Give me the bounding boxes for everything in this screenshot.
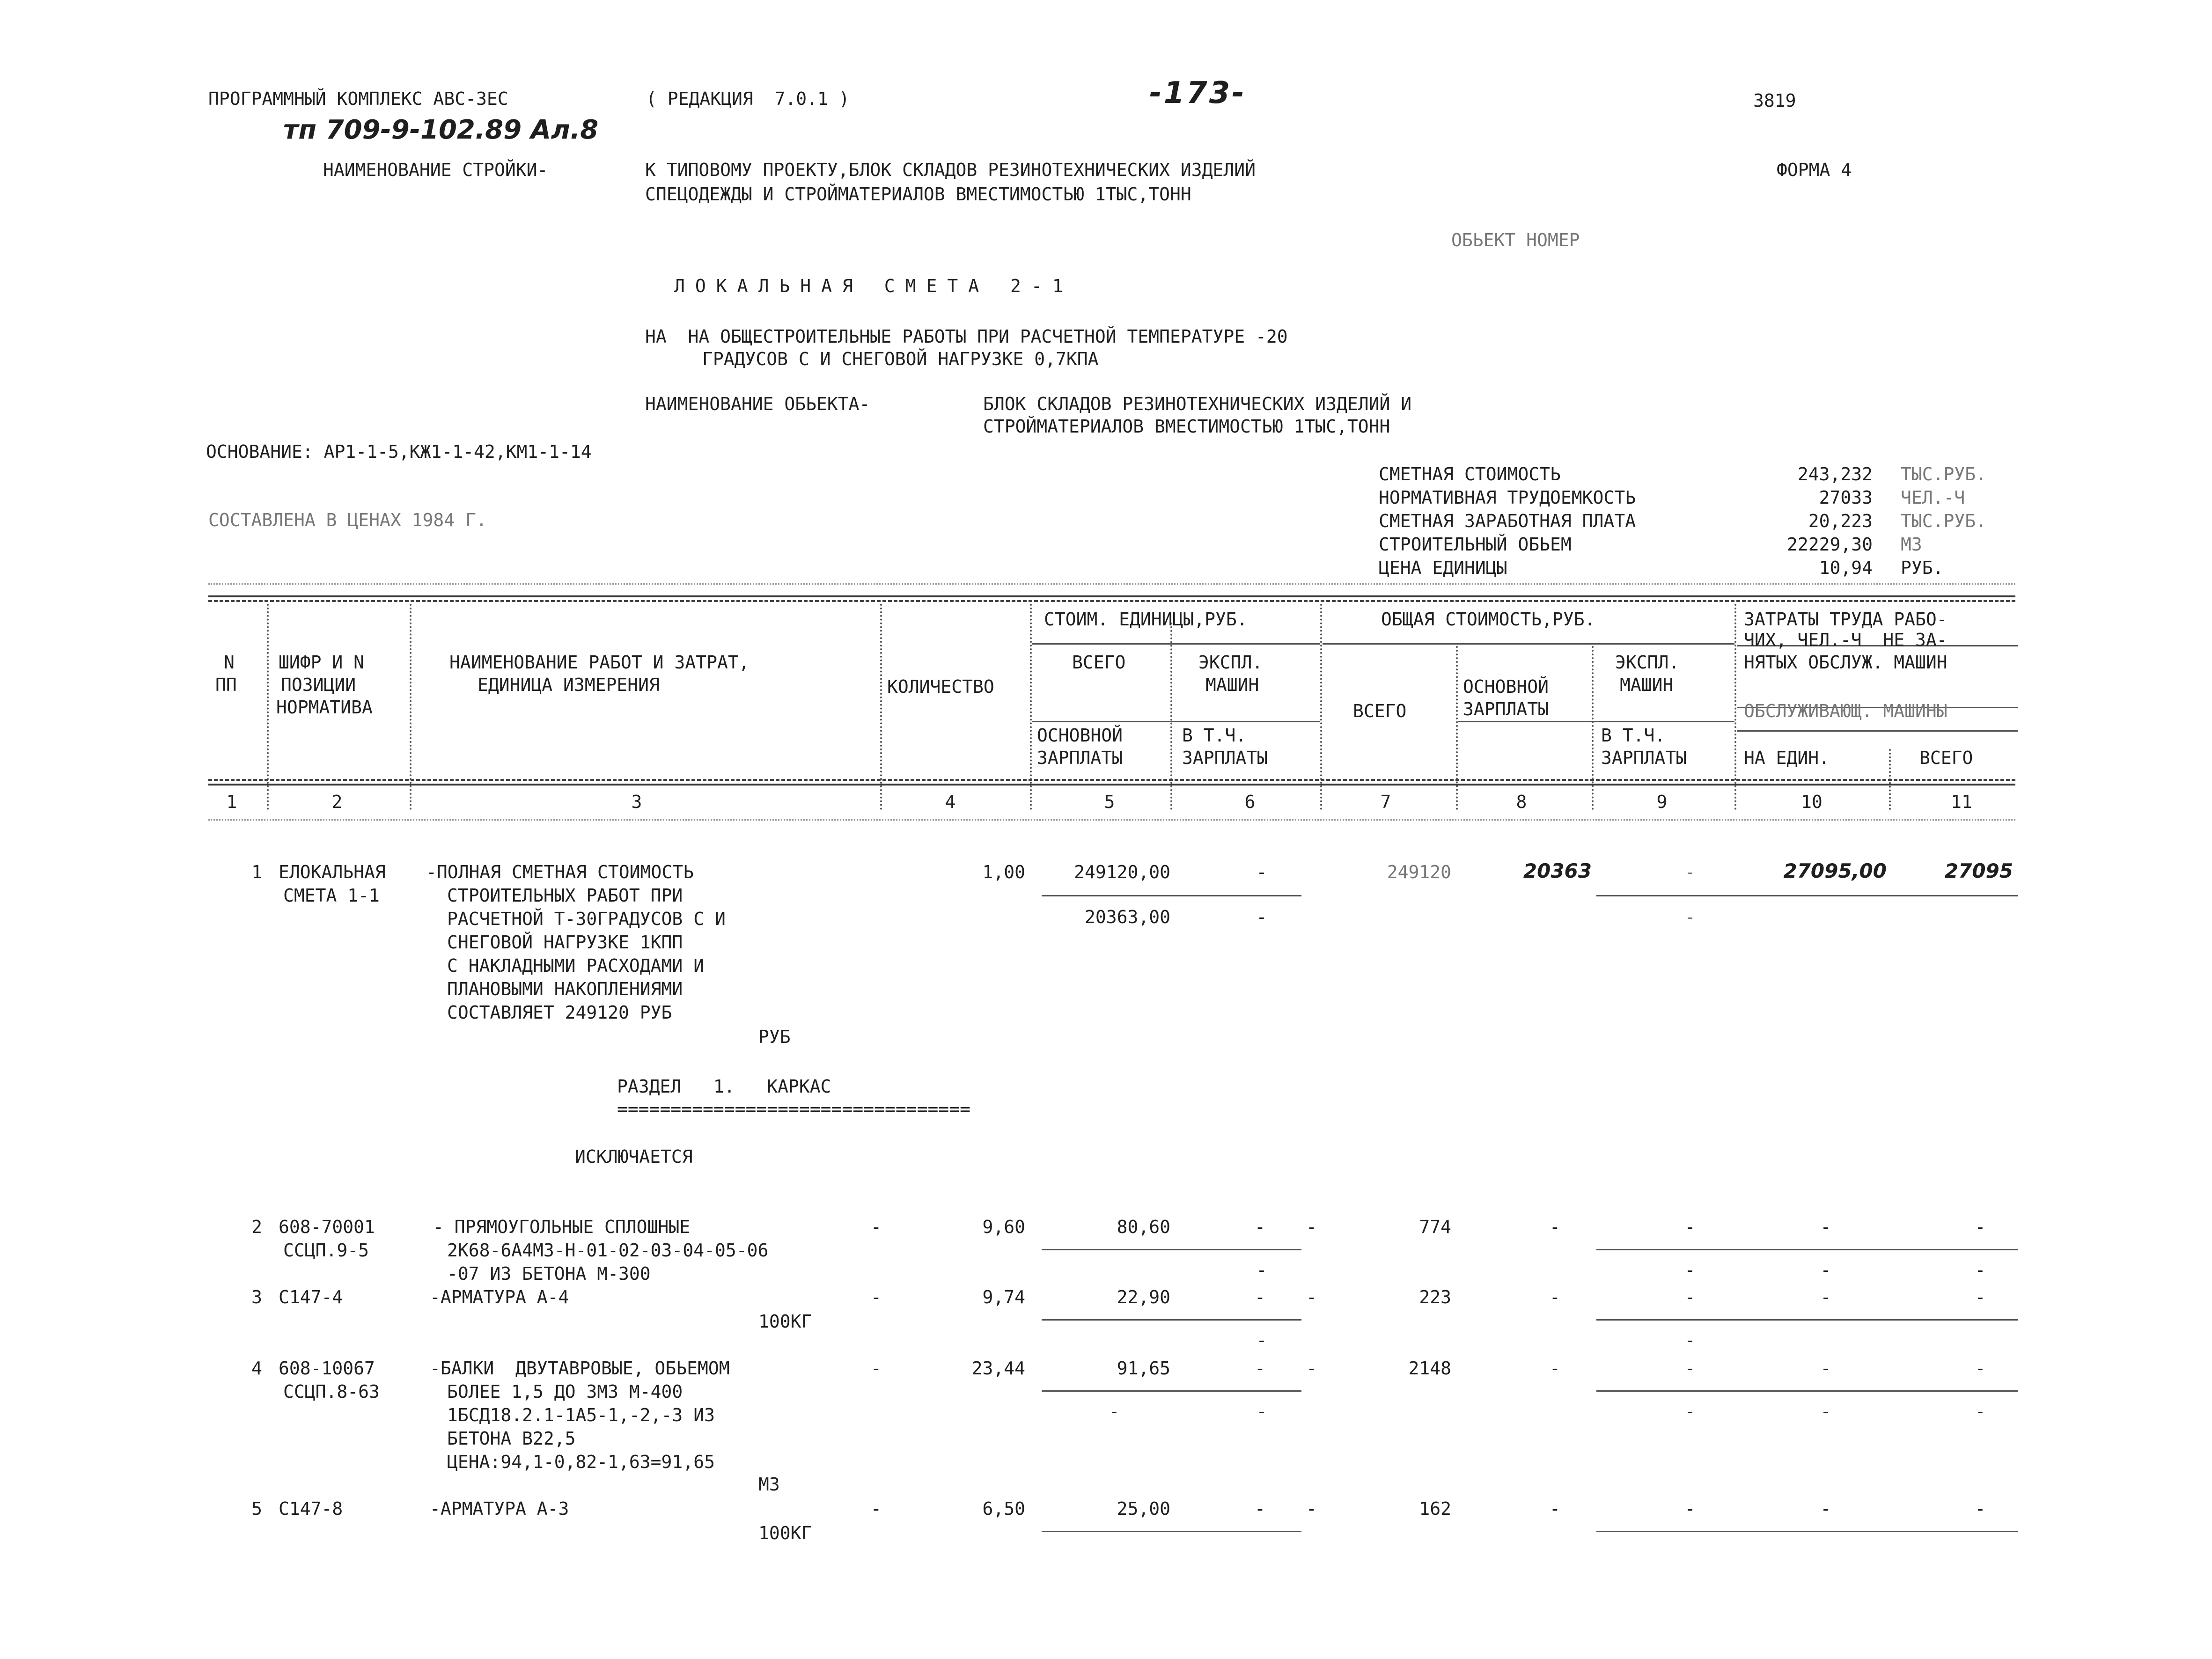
row-name: -07 ИЗ БЕТОНА М-300 [447, 1263, 651, 1284]
row-dash: - [1306, 1287, 1317, 1307]
row-quantity: 9,74 [982, 1287, 1025, 1307]
row-dash: - [1255, 1498, 1265, 1519]
row-rule [1042, 1319, 1301, 1321]
dotted-separator [208, 583, 2015, 585]
row-unit: 100КГ [758, 1311, 812, 1332]
row-dash: - [1820, 1260, 1831, 1280]
row-code: С147-4 [279, 1287, 343, 1307]
row-dash: - [1684, 1287, 1696, 1307]
row-dash: - [1975, 1401, 1986, 1422]
row-name: БОЛЕЕ 1,5 ДО 3М3 М-400 [447, 1381, 683, 1402]
summary-value: 27033 [1819, 487, 1873, 508]
header-unit-total: ВСЕГО [1072, 652, 1126, 673]
row-dash: - [1820, 1358, 1831, 1379]
estimate-title: ЛОКАЛЬНАЯ СМЕТА 2-1 [674, 276, 1073, 296]
header-code: ПОЗИЦИИ [281, 675, 356, 695]
row-code: СМЕТА 1-1 [283, 885, 380, 906]
col-number: 9 [1656, 792, 1668, 812]
row-dash: - [1306, 1498, 1317, 1519]
row-total: 249120 [1387, 862, 1451, 882]
row-unit-total: 249120,00 [1074, 862, 1170, 882]
row-name: С НАКЛАДНЫМИ РАСХОДАМИ И [447, 955, 705, 976]
col-sep [1170, 623, 1172, 810]
works-line1: НА НА ОБЩЕСТРОИТЕЛЬНЫЕ РАБОТЫ ПРИ РАСЧЕТНОЙ ТЕМПЕРАТУРЕ -20 [645, 326, 1288, 347]
row-unit-salary: 20363,00 [1084, 907, 1170, 927]
row-quantity: 1,00 [982, 862, 1025, 882]
row-code: ССЦП.9-5 [283, 1240, 369, 1261]
row-dash: - [1684, 1330, 1696, 1351]
header-labor: ЗАТРАТЫ ТРУДА РАБО- [1744, 609, 1947, 630]
col-number: 7 [1380, 792, 1391, 812]
row-name: - ПРЯМОУГОЛЬНЫЕ СПЛОШНЫЕ [433, 1217, 691, 1237]
object-number-label: ОБЬЕКТ НОМЕР [1451, 230, 1580, 250]
group-rule [1032, 643, 1320, 645]
row-total: 223 [1419, 1287, 1451, 1307]
row-total: 2148 [1408, 1358, 1451, 1379]
summary-value: 10,94 [1819, 558, 1873, 578]
row-dash: - [1684, 1217, 1696, 1237]
summary-label: НОРМАТИВНАЯ ТРУДОЕМКОСТЬ [1379, 487, 1636, 508]
row-dash: - [1684, 1401, 1696, 1422]
row-rule [1596, 1531, 2018, 1532]
header-labor-unit: НА ЕДИН. [1744, 748, 1830, 768]
header-total-machine: МАШИН [1620, 675, 1674, 695]
row-dash: - [1820, 1498, 1831, 1519]
summary-unit: М3 [1901, 534, 1922, 555]
row-dash: - [1255, 1217, 1265, 1237]
row-dash: - [1975, 1498, 1986, 1519]
row-unit-machine-salary: - [1256, 907, 1267, 927]
object-line2: СТРОЙМАТЕРИАЛОВ ВМЕСТИМОСТЬЮ 1ТЫС,ТОНН [983, 416, 1390, 437]
header-total-machine: ЭКСПЛ. [1615, 652, 1680, 673]
summary-label: СМЕТНАЯ СТОИМОСТЬ [1379, 464, 1561, 484]
row-name: -ПОЛНАЯ СМЕТНАЯ СТОИМОСТЬ [426, 862, 694, 882]
row-rule [1596, 1249, 2018, 1250]
row-number: 4 [251, 1358, 262, 1379]
row-name: СОСТАВЛЯЕТ 249120 РУБ [447, 1002, 672, 1023]
row-name: РАСЧЕТНОЙ Т-30ГРАДУСОВ С И [447, 909, 726, 929]
summary-value: 243,232 [1797, 464, 1873, 484]
col-number: 8 [1516, 792, 1527, 812]
row-name: ПЛАНОВЫМИ НАКОПЛЕНИЯМИ [447, 979, 683, 999]
header-total-machine-salary: В Т.Ч. [1601, 725, 1666, 746]
col-number-underline [208, 819, 2015, 821]
row-unit-price: 22,90 [1117, 1287, 1170, 1307]
row-unit: 100КГ [758, 1523, 812, 1543]
row-unit-price: 80,60 [1117, 1217, 1170, 1237]
header-n: N [224, 652, 235, 673]
doc-number: 3819 [1753, 90, 1796, 111]
row-dash: - [1975, 1287, 1986, 1307]
prices-year: СОСТАВЛЕНА В ЦЕНАХ 1984 Г. [208, 510, 487, 530]
row-dash: - [1306, 1358, 1317, 1379]
row-rule [1596, 1390, 2018, 1392]
header-pp: ПП [215, 675, 237, 695]
row-dash: - [1820, 1287, 1831, 1307]
summary-value: 20,223 [1808, 511, 1873, 531]
page-stamp: -173- [1149, 76, 1246, 110]
form-label: ФОРМА 4 [1777, 160, 1852, 180]
construction-name-line1: К ТИПОВОМУ ПРОЕКТУ,БЛОК СКЛАДОВ РЕЗИНОТЕХНИЧЕСКИХ ИЗДЕЛИЙ [645, 160, 1256, 180]
header-code: ШИФР И N [279, 652, 365, 673]
row-name: 2К68-6А4М3-Н-01-02-03-04-05-06 [447, 1240, 769, 1261]
edition: ( РЕДАКЦИЯ 7.0.1 ) [646, 88, 850, 109]
header-code: НОРМАТИВА [276, 697, 373, 718]
row-dash: - [871, 1287, 882, 1307]
object-line1: БЛОК СКЛАДОВ РЕЗИНОТЕХНИЧЕСКИХ ИЗДЕЛИЙ И [983, 394, 1412, 414]
header-total-salary: ЗАРПЛАТЫ [1463, 699, 1549, 719]
header-total-all: ВСЕГО [1353, 701, 1407, 721]
header-unit-salary: ОСНОВНОЙ [1037, 725, 1123, 746]
row-dash: - [1256, 1260, 1267, 1280]
row-unit-machine: - [1256, 862, 1267, 882]
row-dash: - [1255, 1358, 1265, 1379]
summary-label: СМЕТНАЯ ЗАРАБОТНАЯ ПЛАТА [1379, 511, 1636, 531]
group-rule [1032, 721, 1320, 722]
col-number: 10 [1801, 792, 1823, 812]
row-rule [1596, 1319, 2018, 1321]
header-total-cost: ОБЩАЯ СТОИМОСТЬ,РУБ. [1381, 609, 1595, 630]
row-dash: - [1684, 1358, 1696, 1379]
row-dash: - [1256, 1401, 1267, 1422]
header-labor-machine: ОБСЛУЖИВАЮЩ. МАШИНЫ [1744, 701, 1947, 721]
row-total: 162 [1419, 1498, 1451, 1519]
row-dash: - [1256, 1330, 1267, 1351]
row-dash: - [1306, 1217, 1317, 1237]
header-total-machine-salary: ЗАРПЛАТЫ [1601, 748, 1687, 768]
header-unit-cost: СТОИМ. ЕДИНИЦЫ,РУБ. [1044, 609, 1248, 630]
construction-label: НАИМЕНОВАНИЕ СТРОЙКИ- [323, 160, 548, 180]
col-number: 4 [945, 792, 956, 812]
row-name: -АРМАТУРА А-4 [430, 1287, 569, 1307]
object-label: НАИМЕНОВАНИЕ ОБЬЕКТА- [645, 394, 870, 414]
row-total-machine: - [1684, 862, 1696, 882]
col-number: 6 [1244, 792, 1256, 812]
group-rule [1458, 721, 1734, 722]
row-name: -БАЛКИ ДВУТАВРОВЫЕ, ОБЬЕМОМ [430, 1358, 730, 1379]
row-code: ЕЛОКАЛЬНАЯ [279, 862, 386, 882]
col-number: 1 [226, 792, 237, 812]
row-dash: - [1255, 1287, 1265, 1307]
table-top-rule [208, 595, 2015, 597]
row-code: ССЦП.8-63 [283, 1381, 380, 1402]
row-unit: М3 [758, 1474, 780, 1495]
header-bottom-rule [208, 779, 2015, 781]
row-unit-price: 91,65 [1117, 1358, 1170, 1379]
row-dash: - [1109, 1401, 1120, 1422]
row-name: СТРОИТЕЛЬНЫХ РАБОТ ПРИ [447, 885, 683, 906]
row-dash: - [871, 1498, 882, 1519]
summary-unit: РУБ. [1901, 558, 1944, 578]
row-number: 2 [251, 1217, 262, 1237]
header-name: НАИМЕНОВАНИЕ РАБОТ И ЗАТРАТ, [449, 652, 750, 673]
summary-unit: ЧЕЛ.-Ч [1901, 487, 1965, 508]
section-underline: ================================= [617, 1099, 970, 1119]
row-quantity: 6,50 [982, 1498, 1025, 1519]
summary-label: ЦЕНА ЕДИНИЦЫ [1379, 558, 1507, 578]
summary-value: 22229,30 [1786, 534, 1873, 555]
header-labor-total: ВСЕГО [1919, 748, 1973, 768]
row-labor-unit: 27095,00 [1783, 859, 1887, 882]
row-dash: - [1550, 1358, 1560, 1379]
row-dash: - [1820, 1401, 1831, 1422]
row-unit-price: 25,00 [1117, 1498, 1170, 1519]
row-dash: - [1684, 1260, 1696, 1280]
row-total: 774 [1419, 1217, 1451, 1237]
handwritten-code: тп 709-9-102.89 Ал.8 [283, 115, 599, 145]
basis: ОСНОВАНИЕ: АР1-1-5,КЖ1-1-42,КМ1-1-14 [206, 441, 592, 462]
works-line2: ГРАДУСОВ С И СНЕГОВОЙ НАГРУЗКЕ 0,7КПА [702, 349, 1099, 369]
header-quantity: КОЛИЧЕСТВО [887, 676, 994, 697]
row-rule [1042, 1390, 1301, 1392]
row-dash: - [871, 1217, 882, 1237]
row-dash: - [1975, 1260, 1986, 1280]
row-total-machine-salary: - [1684, 907, 1696, 927]
header-name: ЕДИНИЦА ИЗМЕРЕНИЯ [478, 675, 660, 695]
col-number: 2 [331, 792, 343, 812]
row-name: 1БСД18.2.1-1А5-1,-2,-3 ИЗ [447, 1405, 715, 1425]
row-dash: - [1975, 1217, 1986, 1237]
row-name: ЦЕНА:94,1-0,82-1,63=91,65 [447, 1452, 715, 1472]
group-rule [1737, 730, 2018, 732]
row-code: 608-10067 [279, 1358, 375, 1379]
header-labor: ЧИХ, ЧЕЛ.-Ч НЕ ЗА- [1744, 630, 1947, 650]
row-dash: - [1975, 1358, 1986, 1379]
row-dash: - [1550, 1217, 1560, 1237]
row-rule [1042, 1531, 1301, 1532]
row-dash: - [1550, 1287, 1560, 1307]
row-name: СНЕГОВОЙ НАГРУЗКЕ 1КПП [447, 932, 683, 953]
header-unit-machine-salary: В Т.Ч. [1182, 725, 1247, 746]
col-number: 5 [1104, 792, 1115, 812]
header-unit-salary: ЗАРПЛАТЫ [1037, 748, 1123, 768]
row-dash: - [871, 1358, 882, 1379]
header-unit-machine: МАШИН [1205, 675, 1259, 695]
col-number: 3 [631, 792, 642, 812]
summary-unit: ТЫС.РУБ. [1901, 464, 1987, 484]
row-code: С147-8 [279, 1498, 343, 1519]
row-quantity: 9,60 [982, 1217, 1025, 1237]
row-labor-total: 27095 [1944, 859, 2013, 882]
section-note: ИСКЛЮЧАЕТСЯ [575, 1146, 693, 1167]
col-number: 11 [1951, 792, 1972, 812]
header-labor: НЯТЫХ ОБСЛУЖ. МАШИН [1744, 652, 1947, 673]
row-name: -АРМАТУРА А-3 [430, 1498, 569, 1519]
summary-unit: ТЫС.РУБ. [1901, 511, 1987, 531]
program-name: ПРОГРАММНЫЙ КОМПЛЕКС АВС-3ЕС [208, 88, 508, 109]
row-total-salary: 20363 [1523, 859, 1592, 882]
header-unit-machine-salary: ЗАРПЛАТЫ [1182, 748, 1268, 768]
row-number: 3 [251, 1287, 262, 1307]
row-dash: - [1684, 1498, 1696, 1519]
row-rule [1042, 895, 1301, 896]
row-code: 608-70001 [279, 1217, 375, 1237]
row-number: 1 [251, 862, 262, 882]
row-dash: - [1550, 1498, 1560, 1519]
row-quantity: 23,44 [971, 1358, 1025, 1379]
row-dash: - [1820, 1217, 1831, 1237]
row-unit: РУБ [758, 1027, 791, 1047]
section-title: РАЗДЕЛ 1. КАРКАС [617, 1076, 831, 1097]
row-rule [1596, 895, 2018, 896]
header-unit-machine: ЭКСПЛ. [1198, 652, 1263, 673]
table-top-rule-2 [208, 600, 2015, 602]
row-rule [1042, 1249, 1301, 1250]
header-total-salary: ОСНОВНОЙ [1463, 676, 1549, 697]
row-name: БЕТОНА В22,5 [447, 1428, 576, 1449]
summary-label: СТРОИТЕЛЬНЫЙ ОБЬЕМ [1379, 534, 1572, 555]
construction-name-line2: СПЕЦОДЕЖДЫ И СТРОЙМАТЕРИАЛОВ ВМЕСТИМОСТЬЮ 1ТЫС,ТОНН [645, 184, 1191, 205]
group-rule [1323, 643, 1734, 645]
row-number: 5 [251, 1498, 262, 1519]
header-bottom-rule-2 [208, 784, 2015, 785]
